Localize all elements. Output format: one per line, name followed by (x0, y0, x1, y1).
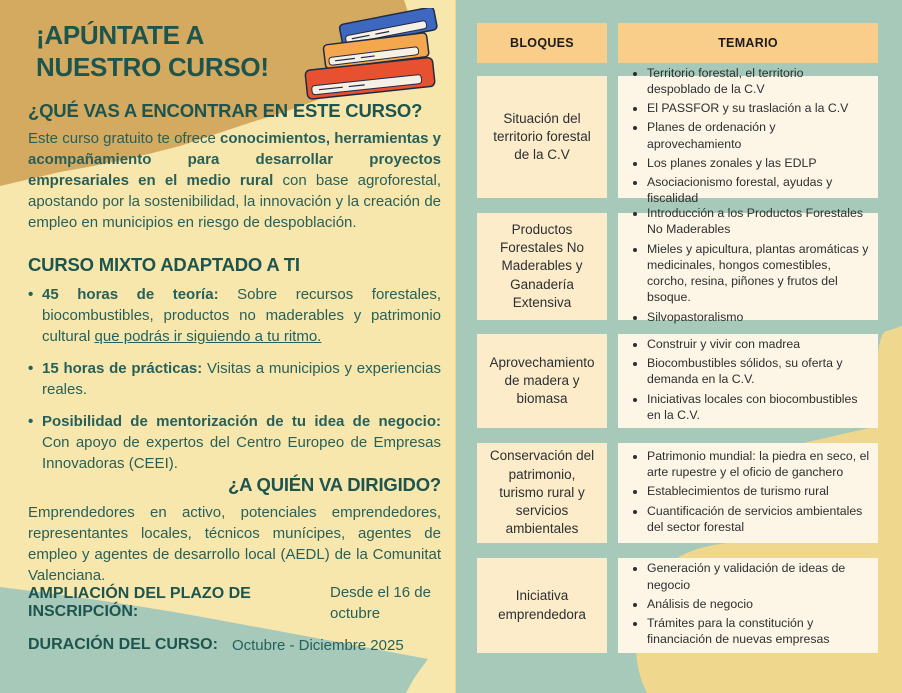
page-title-line2: NUESTRO CURSO! (36, 51, 269, 82)
inscription-value: Desde el 16 de octubre (330, 584, 431, 622)
bullet-lead: 45 horas de teoría: (42, 286, 219, 303)
temario-item: • Planes de ordenación y aprovechamiento (647, 119, 870, 151)
bullet-lead: 15 horas de prácticas: (42, 360, 203, 377)
page-title (36, 20, 269, 83)
temario-item: • Los planes zonales y las EDLP (647, 155, 870, 171)
mixto-bullet-list (28, 284, 441, 485)
bloque-cell: Aprovechamiento de madera y biomasa (477, 334, 607, 428)
temario-item: • Iniciativas locales con biocombustibles en la C.V. (647, 391, 870, 423)
temario-item: • Territorio forestal, el territorio despoblado de la C.V (647, 65, 870, 97)
temario-item: • Generación y validación de ideas de negocio (647, 560, 870, 592)
bullet-lead: Posibilidad de mentorización de tu idea de negocio: (42, 413, 441, 430)
temario-item: • Trámites para la constitución y financiación de nuevas empresas (647, 615, 870, 647)
temario-cell (618, 558, 878, 653)
page-title-line1: ¡APÚNTATE A (36, 20, 205, 50)
table-header-row (477, 23, 878, 63)
intro-bold: conocimientos, herramientas y acompañamiento para desarrollar proyectos empresariales en el medio rural (28, 130, 441, 189)
list-item (28, 284, 441, 347)
duration-row (28, 636, 448, 654)
list-item (28, 358, 441, 400)
bullet-body: Visitas a municipios y experiencias reales. (42, 360, 441, 398)
inscription-label: AMPLIACIÓN DEL PLAZO DE INSCRIPCIÓN: (28, 585, 251, 620)
table-row (477, 65, 878, 206)
temario-cell (618, 443, 878, 543)
heading-a-quien-va-dirigido: ¿A QUIÉN VA DIRIGIDO? (227, 474, 441, 495)
temario-item: • Patrimonio mundial: la piedra en seco, el arte rupestre y el oficio de ganchero (647, 448, 870, 480)
heading-que-vas-a-encontrar: ¿QUÉ VAS A ENCONTRAR EN ESTE CURSO? (28, 100, 423, 121)
bloque-cell: Productos Forestales No Maderables y Ganadería Extensiva (477, 213, 607, 320)
bullet-body: Con apoyo de expertos del Centro Europeo de Empresas Innovadoras (CEEI). (42, 434, 441, 472)
temario-item: • Análisis de negocio (647, 596, 870, 612)
inscription-row (28, 582, 448, 624)
temario-cell (618, 334, 878, 428)
intro-prefix: Este curso gratuito te ofrece (28, 130, 220, 147)
bullet-body: Sobre recursos forestales, biocombustibles, productos no maderables y patrimonio cultural (42, 286, 441, 345)
temario-item: • Introducción a los Productos Forestales No Maderables (647, 205, 870, 237)
column-header-bloques: BLOQUES (477, 23, 607, 63)
intro-paragraph (28, 128, 441, 233)
table-row (477, 206, 878, 324)
bullet-underlined: que podrás ir siguiendo a tu ritmo. (94, 328, 322, 345)
bloque-cell: Conservación del patrimonio, turismo rural y servicios ambientales (477, 443, 607, 543)
heading-curso-mixto: CURSO MIXTO ADAPTADO A TI (28, 254, 300, 275)
temario-item: • Mieles y apicultura, plantas aromáticas y medicinales, hongos comestibles, corcho, resina, piñones y frutos del bsoque. (647, 241, 870, 306)
bloque-cell: Situación del territorio forestal de la C.V (477, 76, 607, 198)
intro-suffix: con base agroforestal, apostando por la sostenibilidad, la innovación y la creación de empleo en municipios en riesgo de despoblación. (28, 172, 441, 231)
table-row (477, 558, 878, 653)
duration-label: DURACIÓN DEL CURSO: (28, 636, 218, 653)
table-row (477, 443, 878, 543)
temario-item: • Establecimientos de turismo rural (647, 483, 870, 499)
temario-item: • Cuantificación de servicios ambientales del sector forestal (647, 503, 870, 535)
temario-item: • Biocombustibles sólidos, su oferta y demanda en la C.V. (647, 355, 870, 387)
temario-item: • Silvopastoralismo (647, 309, 870, 325)
temario-item: • Construir y vivir con madrea (647, 336, 870, 352)
temario-cell (618, 65, 878, 206)
duration-value: Octubre - Diciembre 2025 (231, 636, 404, 654)
temario-cell (618, 206, 878, 324)
course-table (477, 23, 878, 653)
temario-item: • Asociacionismo forestal, ayudas y fiscalidad (647, 174, 870, 206)
dirigido-paragraph: Emprendedores en activo, potenciales emprendedores, representantes locales, técnicos munícipes, agentes de empleo y agentes de desarrollo local (AEDL) de la Comunitat Valenciana. (28, 504, 441, 584)
table-row (477, 334, 878, 428)
bloque-cell: Iniciativa emprendedora (477, 558, 607, 653)
column-header-temario: TEMARIO (618, 23, 878, 63)
temario-item: • El PASSFOR y su traslación a la C.V (647, 100, 870, 116)
books-illustration (298, 8, 456, 100)
list-item (28, 411, 441, 474)
